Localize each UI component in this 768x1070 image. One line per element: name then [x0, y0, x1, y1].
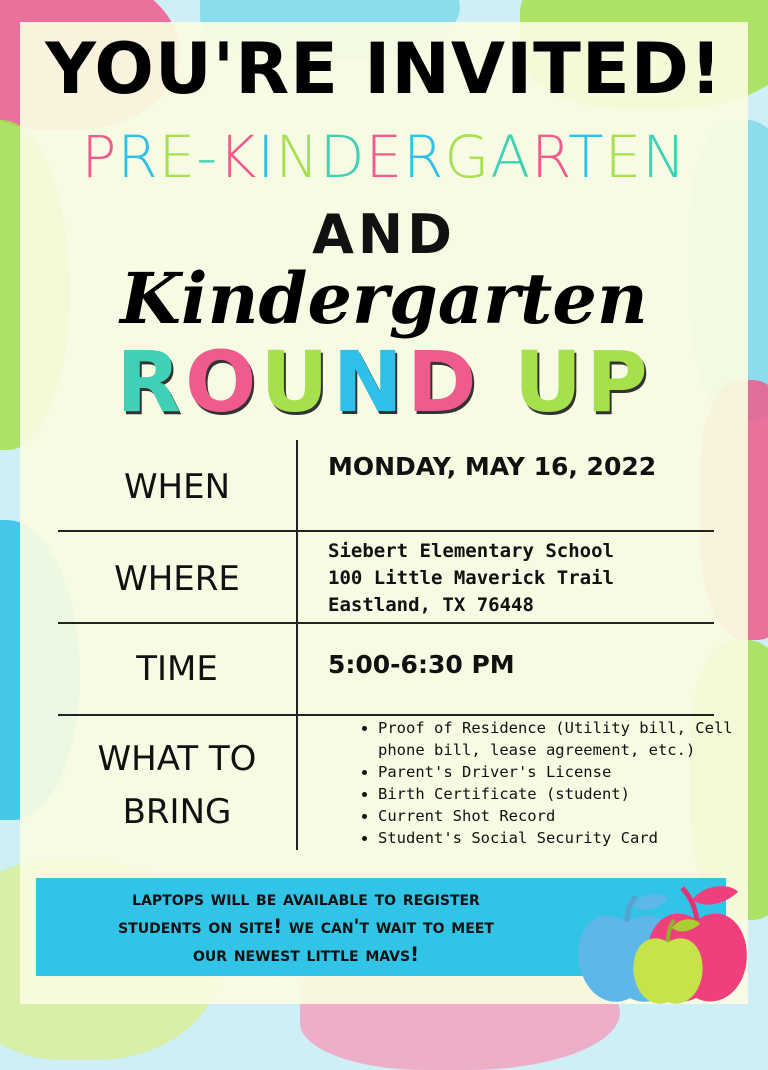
program1-heading — [0, 123, 768, 191]
address-line: Siebert Elementary School — [328, 540, 614, 562]
bring-label-line: BRING — [122, 791, 232, 832]
table-divider-vertical — [296, 440, 298, 850]
banner-text — [36, 885, 576, 969]
list-item: • Parent's Driver's License — [378, 761, 738, 783]
table-divider — [58, 714, 714, 716]
program2-heading: Kindergarten — [120, 257, 648, 340]
list-item: • Birth Certificate (student) — [378, 783, 738, 805]
banner-line: students on site! we can't wait to meet — [118, 915, 494, 938]
bring-label-line: WHAT TO — [97, 739, 257, 779]
banner-line: laptops will be available to register — [132, 887, 480, 910]
when-label: WHEN — [123, 467, 231, 507]
when-value: MONDAY, MAY 16, 2022 — [328, 452, 657, 481]
banner-line: our newest little mavs! — [193, 943, 419, 966]
list-item: • Proof of Residence (Utility bill, Cell phone bill, lease agreement, etc.) — [378, 717, 738, 761]
apple-icon — [572, 880, 752, 1010]
address-line: 100 Little Maverick Trail — [328, 567, 614, 589]
time-label: TIME — [136, 649, 218, 689]
bring-list — [328, 717, 738, 849]
list-item: • Current Shot Record — [378, 805, 738, 827]
event-heading — [0, 333, 768, 431]
list-item: • Student's Social Security Card — [378, 827, 738, 849]
time-value: 5:00-6:30 PM — [328, 650, 515, 679]
address-line: Eastland, TX 76448 — [328, 594, 534, 616]
and-heading: AND — [312, 203, 456, 266]
event-text: ROUND UP — [116, 333, 652, 431]
where-value — [328, 538, 614, 619]
invited-heading: YOU'RE INVITED! — [45, 28, 723, 110]
bring-label — [58, 733, 296, 838]
table-divider — [58, 530, 714, 532]
where-label: WHERE — [114, 559, 240, 599]
table-divider — [58, 622, 714, 624]
program1-text: PRE-KINDERGARTEN — [81, 123, 687, 191]
